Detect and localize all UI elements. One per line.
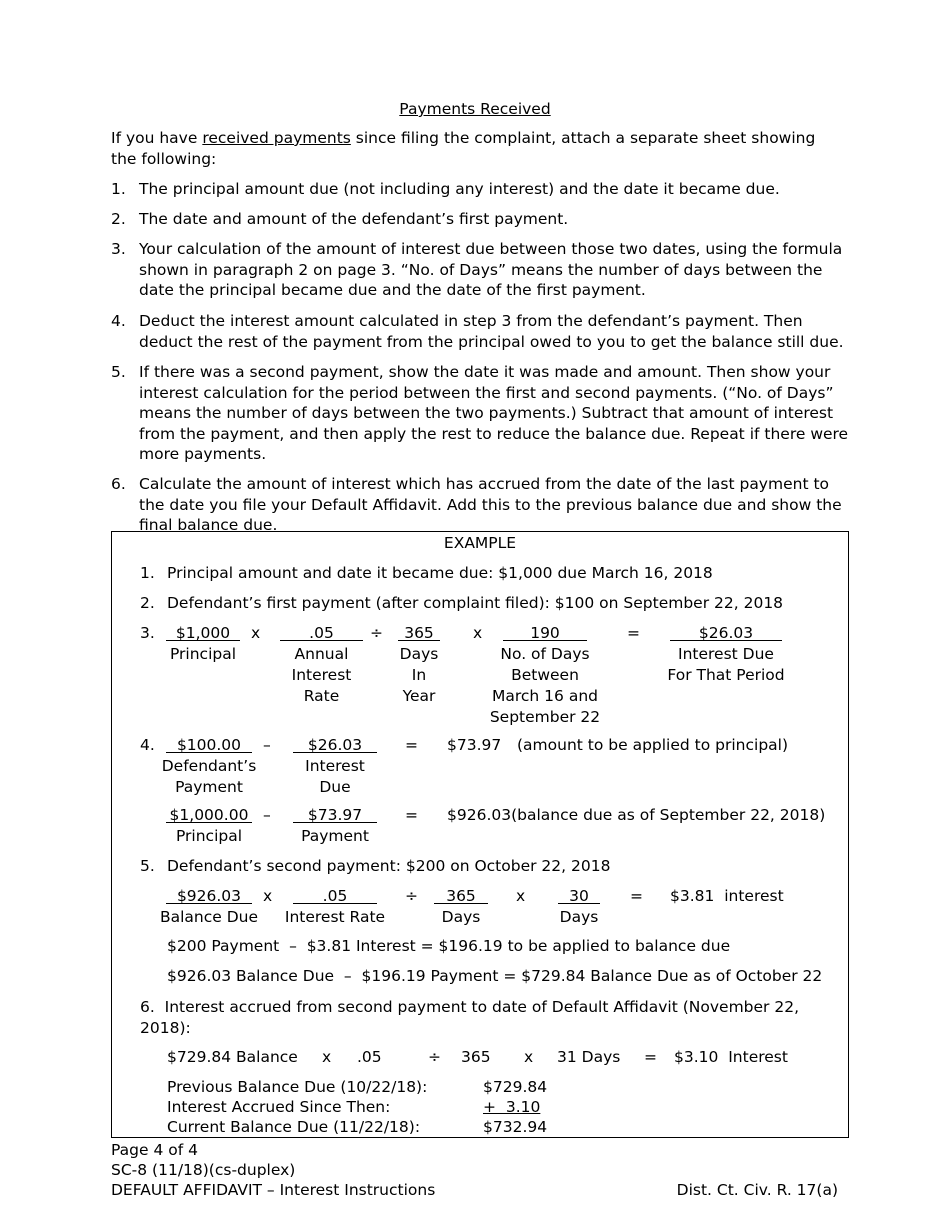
e4-op-minus: –: [263, 736, 271, 754]
e3-op-multiply: x: [251, 624, 261, 642]
e3-op-multiply-2: x: [473, 624, 483, 642]
e3-rate-underline: [280, 640, 363, 641]
e3-principal-underline: [166, 640, 240, 641]
example-5-number: 5.: [140, 857, 155, 875]
e3-days-label-2: In: [411, 666, 427, 684]
e3-rate-value: .05: [309, 624, 334, 642]
e5-calc-line-1: $200 Payment – $3.81 Interest = $196.19 to be applied to balance due: [167, 937, 731, 955]
e5-balance-value: $926.03: [176, 887, 242, 905]
e6-ndays: 31 Days: [557, 1048, 621, 1066]
e4-interest-label-1: Interest: [305, 757, 365, 775]
e4-balance-value: [447, 805, 825, 826]
e4-op-minus-2: –: [263, 806, 271, 824]
e4-payment-label-1: Defendant’s: [161, 757, 257, 775]
e3-rate-label-2: Interest: [291, 666, 352, 684]
e3-result-label-2: For That Period: [667, 666, 785, 684]
footer-form-id: SC-8 (11/18)(cs-duplex): [111, 1161, 296, 1179]
e5-ndays-value: 30: [569, 887, 589, 905]
e4-balance-note: (balance due as of September 22, 2018): [511, 806, 826, 824]
e3-principal-value: $1,000: [175, 624, 231, 642]
e5-result: $3.81 interest: [670, 887, 784, 905]
e3-op-divide: ÷: [370, 624, 383, 642]
footer-page-number: Page 4 of 4: [111, 1141, 198, 1159]
e4-interest-value: $26.03: [307, 736, 363, 754]
e4-result-value: $73.97: [447, 736, 502, 754]
e5-days-label: Days: [441, 908, 481, 926]
e6-result: $3.10 Interest: [674, 1048, 788, 1066]
step-number: 5.: [111, 363, 126, 381]
e3-result-label-1: Interest Due: [678, 645, 774, 663]
example-2-number: 2.: [140, 594, 155, 612]
e5-balance-underline: [166, 903, 252, 904]
e5-op-multiply: x: [263, 887, 273, 905]
step-number: 1.: [111, 180, 126, 198]
e3-result-value: $26.03: [698, 624, 754, 642]
e5-op-equals: =: [630, 887, 643, 905]
e4-payment2-underline: [293, 822, 377, 823]
e6-rate: .05: [357, 1048, 382, 1066]
example-1-text: Principal amount and date it became due: $1,000 due March 16, 2018: [167, 564, 713, 582]
e3-principal-label: Principal: [169, 645, 237, 663]
e4-balance-amount: $926.03: [447, 806, 512, 824]
e6-op-equals: =: [644, 1048, 657, 1066]
e3-days-label-3: Year: [402, 687, 436, 705]
intro-paragraph: [111, 128, 841, 169]
e3-result-underline: [670, 640, 782, 641]
e3-days-label-1: Days: [399, 645, 439, 663]
e4-principal-value: $1,000.00: [169, 806, 249, 824]
e3-op-equals: =: [627, 624, 640, 642]
e4-op-equals: =: [405, 736, 418, 754]
e4-result-note: (amount to be applied to principal): [517, 736, 789, 754]
e6-op-multiply-2: x: [524, 1048, 534, 1066]
e6-row-label-3: Current Balance Due (11/22/18):: [167, 1118, 421, 1136]
e3-ndays-underline: [503, 640, 587, 641]
e4-principal-label: Principal: [175, 827, 243, 845]
e6-row-value-3: $732.94: [483, 1118, 548, 1136]
example-1-number: 1.: [140, 564, 155, 582]
step-text: The date and amount of the defendant’s first payment.: [139, 210, 569, 228]
intro-pre: If you have: [111, 129, 203, 147]
e6-row-label-1: Previous Balance Due (10/22/18):: [167, 1078, 428, 1096]
step-number: 3.: [111, 240, 126, 258]
e5-rate-value: .05: [322, 887, 348, 905]
step-number: 2.: [111, 210, 126, 228]
step-text: Deduct the interest amount calculated in step 3 from the defendant’s payment. Then deduct the rest of the payment from the principal owed to you to get the balance still due.: [139, 312, 844, 351]
e4-payment-value: $100.00: [176, 736, 242, 754]
step-text: Your calculation of the amount of interest due between those two dates, using the formula shown in paragraph 2 on page 3. “No. of Days” means the number of days between the date the principal became due and the date of the first payment.: [139, 240, 843, 299]
intro-post: since filing the complaint, attach a separate sheet showing the following:: [111, 129, 816, 168]
e6-row-value-1: $729.84: [483, 1078, 548, 1096]
e6-op-divide: ÷: [428, 1048, 441, 1066]
e3-ndays-value: 190: [530, 624, 560, 642]
e5-days-underline: [434, 903, 488, 904]
e4-principal-underline: [166, 822, 252, 823]
example-2-text: Defendant’s first payment (after complaint filed): $100 on September 22, 2018: [167, 594, 784, 612]
footer-title: DEFAULT AFFIDAVIT – Interest Instructions: [111, 1181, 436, 1199]
e3-ndays-label-1: No. of Days: [500, 645, 590, 663]
e6-days: 365: [461, 1048, 491, 1066]
e6-balance: $729.84 Balance: [167, 1048, 298, 1066]
e4-payment2-value: $73.97: [307, 806, 363, 824]
e4-payment-underline: [166, 752, 252, 753]
intro-emphasis: received payments: [202, 129, 351, 147]
step-text: If there was a second payment, show the date it was made and amount. Then show your interest calculation for the period between the first and second payments. (“No. of Days” means the number of days between the two payments.) Subtract that amount of interest from the payment, and then apply the rest to reduce the balance due. Repeat if there were more payments.: [139, 363, 849, 463]
e3-rate-label-1: Annual: [294, 645, 349, 663]
e3-rate-label-3: Rate: [303, 687, 340, 705]
e5-ndays-label: Days: [559, 908, 599, 926]
e5-calc-line-2: $926.03 Balance Due – $196.19 Payment = $729.84 Balance Due as of October 22: [167, 967, 823, 985]
e3-ndays-label-2: Between: [511, 666, 579, 684]
e5-op-multiply-2: x: [516, 887, 526, 905]
e3-ndays-label-4: September 22: [489, 708, 601, 726]
e6-row-label-2: Interest Accrued Since Then:: [167, 1098, 391, 1116]
example-4-number: 4.: [140, 736, 155, 754]
e4-payment-label-2: Payment: [175, 778, 243, 796]
e5-rate-label: Interest Rate: [284, 908, 386, 926]
e3-days-underline: [398, 640, 440, 641]
footer-rule: Dist. Ct. Civ. R. 17(a): [676, 1181, 838, 1199]
e6-op-multiply: x: [322, 1048, 332, 1066]
section-heading: Payments Received: [399, 100, 551, 118]
example-6-text: Interest accrued from second payment to date of Default Affidavit (November 22, 2018):: [140, 998, 799, 1037]
example-5-text: Defendant’s second payment: $200 on October 22, 2018: [167, 857, 611, 875]
e5-days-value: 365: [446, 887, 476, 905]
e6-row-value-2: + 3.10: [483, 1098, 541, 1116]
example-6-paragraph: [140, 997, 820, 1038]
e3-days-value: 365: [404, 624, 434, 642]
e5-rate-underline: [293, 903, 377, 904]
example-title: EXAMPLE: [443, 534, 517, 552]
step-text: Calculate the amount of interest which has accrued from the date of the last payment to the date you file your Default Affidavit. Add this to the previous balance due and show the final balance due.: [139, 475, 842, 534]
example-3-number: 3.: [140, 624, 155, 642]
e3-ndays-label-3: March 16 and: [492, 687, 598, 705]
step-number: 4.: [111, 312, 126, 330]
e5-op-divide: ÷: [405, 887, 418, 905]
e5-ndays-underline: [558, 903, 600, 904]
e5-balance-label: Balance Due: [159, 908, 259, 926]
example-6-number: 6.: [140, 998, 155, 1016]
e4-interest-label-2: Due: [319, 778, 351, 796]
step-number: 6.: [111, 475, 126, 493]
e4-payment2-label: Payment: [301, 827, 369, 845]
e4-interest-underline: [293, 752, 377, 753]
e4-op-equals-2: =: [405, 806, 418, 824]
step-text: The principal amount due (not including any interest) and the date it became due.: [139, 180, 780, 198]
